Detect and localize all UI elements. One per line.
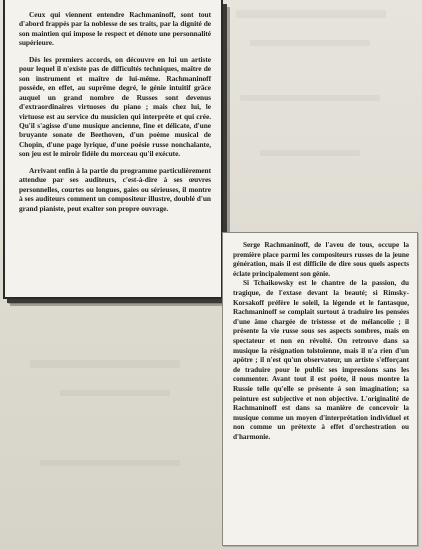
faint-background-print — [240, 95, 380, 101]
faint-background-print — [236, 10, 386, 18]
faint-background-print — [60, 390, 170, 396]
faint-background-print — [30, 360, 180, 368]
biography-card-right — [222, 232, 418, 546]
card-shadow — [8, 300, 228, 304]
paragraph: Dès les premiers accords, on découvre en lui un artiste pour lequel il n'existe pas de difficultés techniques, maître de son instrument et maître de lui-même. Rachmaninoff possède, en effet, au suprême degré, le génie intuitif grâce auquel un grand nombre de Russes sont devenus d'extraordinaires virtuoses du piano ; mais chez lui, le virtuose est au service du musicien qui interprète et qui crée. Qu'il s'agisse d'une musique ancienne, fine et délicate, d'une bruyante sonate de Beethoven, d'un poème musical de Chopin, d'une page lyrique, d'une poésie russe nonchalante, son jeu est le miroir fidèle du morceau qu'il exécute. — [19, 54, 211, 159]
paragraph: Serge Rachmaninoff, de l'aveu de tous, occupe la première place parmi les compositeurs russes de la jeune génération, mais il est difficile de dire sous quels aspects éclate principalement son génie. — [233, 241, 409, 278]
biography-card-left — [3, 0, 223, 299]
paragraph: Arrivant enfin à la partie du programme particulièrement attendue par ses auditeurs, c'est-à-dire à ses œuvres personnelles, courtes ou longues, gaies ou sérieuses, il montre à ses auditeurs comment un compositeur illustre, doublé d'un grand pianiste, peut exalter son propre ouvrage. — [19, 165, 211, 213]
paragraph: Ceux qui viennent entendre Rachmaninoff, sont tout d'abord frappés par la noblesse de ses traits, par la dignité de son maintien qui impose le respect et dénote une personnalité supérieure. — [19, 10, 211, 48]
paragraph: Si Tchaikowsky est le chantre de la passion, du tragique, de l'extase devant la beauté; si Rimsky-Korsakoff préfère le soleil, la légende et le fantasque, Rachmaninoff se complait surtout à traduire les pensées d'une âme chargée de tristesse et de mélancolie ; il présente la vie russe sous ses aspects sombres, mais en spectateur et non en révolté. On retrouve dans sa musique la résignation tolstoïenne, mais il n'a rien d'un apôtre ; il n'est qu'un observateur, un artiste s'efforçant de traduire pour le public ses impressions sans les commenter. Avant tout il est poète, il nous montre la Russie telle qu'elle se présente à son imagination; sa peinture est subjective et non objective. L'originalité de Rachmaninoff est dans sa manière de concevoir la musique comme un moyen d'interprétation individuel et non comme un prétexte à effet d'orchestration ou d'harmonie. — [233, 279, 409, 441]
faint-background-print — [250, 40, 370, 46]
faint-background-print — [40, 460, 180, 466]
faint-background-print — [260, 150, 360, 156]
